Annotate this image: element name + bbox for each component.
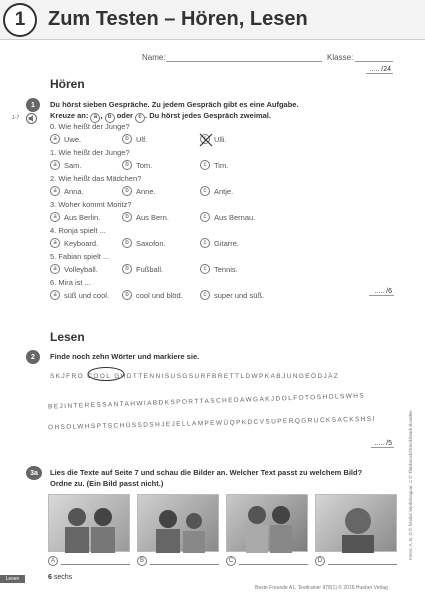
option-text: Tim. xyxy=(214,160,229,170)
letter-b-icon: b xyxy=(122,134,132,144)
letter-c-icon: c xyxy=(200,264,210,274)
option-text: Antje. xyxy=(214,186,234,196)
option-text: Uwe. xyxy=(64,134,82,144)
letter-a-icon: a xyxy=(50,264,60,274)
option-b[interactable] xyxy=(122,186,200,196)
option-a[interactable] xyxy=(50,238,122,248)
option-a[interactable] xyxy=(50,290,122,300)
option-c[interactable] xyxy=(200,186,233,196)
option-text: cool und blöd. xyxy=(136,290,183,300)
total-score: ..... /24 xyxy=(366,66,393,74)
question-item xyxy=(50,148,380,174)
letter-b-icon: b xyxy=(122,238,132,248)
task1-instruction xyxy=(50,99,395,123)
letter-b-icon: b xyxy=(122,212,132,222)
question-text: 3. Woher kommt Moritz? xyxy=(50,200,132,209)
option-c[interactable] xyxy=(200,264,238,274)
option-b[interactable] xyxy=(122,238,200,248)
option-text: Aus Bern. xyxy=(136,212,169,222)
option-b[interactable] xyxy=(122,290,200,300)
task1-instruction-line2: Kreuze an: a , b oder c . Du hörst jedes Gespräch zweimal. xyxy=(50,110,395,123)
option-text: Ulli. xyxy=(214,134,227,144)
question-text: 5. Fabian spielt ... xyxy=(50,252,110,261)
option-text: Keyboard. xyxy=(64,238,99,248)
option-text: Aus Bernau. xyxy=(214,212,256,222)
task3-instruction-line2: Ordne zu. (Ein Bild passt nicht.) xyxy=(50,479,164,488)
page-title: Zum Testen – Hören, Lesen xyxy=(48,8,308,30)
answer-line[interactable] xyxy=(328,557,397,565)
letter-b-icon: b xyxy=(105,113,115,123)
option-a[interactable] xyxy=(50,264,122,274)
option-b[interactable] xyxy=(122,134,200,144)
answer-line[interactable] xyxy=(61,557,130,565)
letter-c-crossed-icon xyxy=(200,134,210,144)
photo-d-person-icon xyxy=(316,495,398,553)
letter-b-icon: b xyxy=(122,160,132,170)
audio-icon[interactable] xyxy=(26,113,37,124)
word-search-row-3[interactable]: OHSOLWHSPTSCHÜSSDSHJEJELLAMPEWÜQPKDCVSUPERQGRUCKSACKSHSI xyxy=(47,415,376,432)
letter-a-icon: a xyxy=(90,113,100,123)
question-text: 0. Wie heißt der Junge? xyxy=(50,122,130,131)
question-item xyxy=(50,226,380,252)
question-item xyxy=(50,174,380,200)
letter-b-icon: b xyxy=(122,186,132,196)
photo-answer-row xyxy=(48,556,397,566)
question-text: 6. Mira ist ... xyxy=(50,278,91,287)
letter-a-icon: a xyxy=(50,238,60,248)
option-text: Tennis. xyxy=(214,264,238,274)
photo-c xyxy=(226,494,308,552)
name-label: Name: xyxy=(142,53,166,62)
footer-tag: Lesen xyxy=(0,575,25,583)
photo-credit-container xyxy=(408,360,418,560)
task-number-2: 2 xyxy=(26,350,40,364)
question-text: 1. Wie heißt der Junge? xyxy=(50,148,130,157)
letter-c-icon: c xyxy=(200,186,210,196)
page-number-container xyxy=(48,574,72,581)
option-b[interactable] xyxy=(122,264,200,274)
question-item xyxy=(50,278,380,304)
letter-c-icon: c xyxy=(200,238,210,248)
option-b[interactable] xyxy=(122,212,200,222)
photo-d xyxy=(315,494,397,552)
class-field[interactable] xyxy=(355,54,393,62)
question-text: 2. Wie heißt das Mädchen? xyxy=(50,174,142,183)
instruction-or: oder xyxy=(114,111,136,120)
answer-line[interactable] xyxy=(150,557,219,565)
option-a[interactable] xyxy=(50,134,122,144)
option-text: Fußball. xyxy=(136,264,164,274)
section-title-lesen: Lesen xyxy=(50,330,85,344)
letter-b-icon: b xyxy=(122,264,132,274)
option-text: Gitarre. xyxy=(214,238,240,248)
page-number: 6 xyxy=(48,574,52,581)
task-number-3a: 3a xyxy=(26,466,42,480)
question-text: 4. Ronja spielt ... xyxy=(50,226,106,235)
photo-label-c: C xyxy=(226,556,236,566)
photo-a-people-icon xyxy=(49,495,131,553)
answer-d[interactable] xyxy=(315,556,397,566)
page-word: sechs xyxy=(53,574,73,581)
question-item xyxy=(50,200,380,226)
option-text: Anna. xyxy=(64,186,84,196)
instruction-end: . Du hörst jedes Gespräch zweimal. xyxy=(145,111,271,120)
task3-instruction xyxy=(50,467,390,489)
instruction-kreuze: Kreuze an: xyxy=(50,111,91,120)
question-item xyxy=(50,252,380,278)
photo-b-people-icon xyxy=(138,495,220,553)
photo-label-a: A xyxy=(48,556,58,566)
option-text: Saxofon. xyxy=(136,238,166,248)
letter-a-icon: a xyxy=(50,160,60,170)
name-field[interactable] xyxy=(166,54,322,62)
option-text: süß und cool. xyxy=(64,290,110,300)
option-text: Tom. xyxy=(136,160,153,170)
option-text: Anne. xyxy=(136,186,156,196)
unit-number-badge: 1 xyxy=(3,3,37,37)
option-text: Sam. xyxy=(64,160,82,170)
letter-b-icon: b xyxy=(122,290,132,300)
photo-a xyxy=(48,494,130,552)
task2-score: ..... /5 xyxy=(371,440,394,448)
option-c[interactable] xyxy=(200,290,264,300)
word-search-row-1[interactable]: SKJFRO COOL GHDTTENNISUSGSURFBRETTLDWPKABJUNGEÖDJÄZ xyxy=(50,373,340,380)
answer-a[interactable] xyxy=(48,556,130,566)
publisher-credit: Beste Freunde A1, Testtrainer 978(1) © 2016 Hueber Verlag xyxy=(255,585,388,591)
section-title-hoeren: Hören xyxy=(50,77,85,91)
task3-instruction-line1: Lies die Texte auf Seite 7 und schau die Bilder an. Welcher Text passt zu welchem Bild? xyxy=(50,468,363,477)
photo-credit: Fotos: A, B, D © fotolia/ Verdelsaguar, C © Thinkstock/iStock/Mark Bowden xyxy=(408,410,413,560)
answer-b[interactable] xyxy=(137,556,219,566)
option-c[interactable] xyxy=(200,160,228,170)
photo-label-b: B xyxy=(137,556,147,566)
letter-a-icon: a xyxy=(50,134,60,144)
task1-instruction-line1: Du hörst sieben Gespräche. Zu jedem Gespräch gibt es eine Aufgabe. xyxy=(50,100,299,109)
task2-instruction: Finde noch zehn Wörter und markiere sie. xyxy=(50,352,200,361)
letter-a-icon: a xyxy=(50,186,60,196)
option-text: Volleyball. xyxy=(64,264,98,274)
task-number-1: 1 xyxy=(26,98,40,112)
option-text: Ulf. xyxy=(136,134,148,144)
hoeren-score: ..... /6 xyxy=(369,288,394,296)
track-label: 1-7 xyxy=(12,115,20,121)
option-a[interactable] xyxy=(50,160,122,170)
word-search-row-2[interactable]: BEJINTERESSANTAHWIABDKSPORTTASCHEDAWGAKJDOLFOTOSHOLSWHS xyxy=(47,392,366,411)
class-label: Klasse: xyxy=(327,53,354,62)
answer-line[interactable] xyxy=(239,557,308,565)
photo-b xyxy=(137,494,219,552)
letter-c-icon: c xyxy=(135,113,145,123)
option-b[interactable] xyxy=(122,160,200,170)
option-c[interactable] xyxy=(200,238,239,248)
question-item xyxy=(50,122,380,148)
answer-c[interactable] xyxy=(226,556,308,566)
letter-c-icon: c xyxy=(200,290,210,300)
option-a[interactable] xyxy=(50,186,122,196)
option-text: Aus Berlin. xyxy=(64,212,101,222)
question-list xyxy=(50,122,380,304)
letter-c-icon: c xyxy=(200,212,210,222)
letter-a-icon: a xyxy=(50,212,60,222)
option-c[interactable] xyxy=(200,212,255,222)
photo-label-d: D xyxy=(315,556,325,566)
letter-c-icon: c xyxy=(200,160,210,170)
option-text: super und süß. xyxy=(214,290,265,300)
option-c[interactable] xyxy=(200,134,227,144)
photo-c-people-icon xyxy=(227,495,309,553)
letter-a-icon: a xyxy=(50,290,60,300)
option-a[interactable] xyxy=(50,212,122,222)
